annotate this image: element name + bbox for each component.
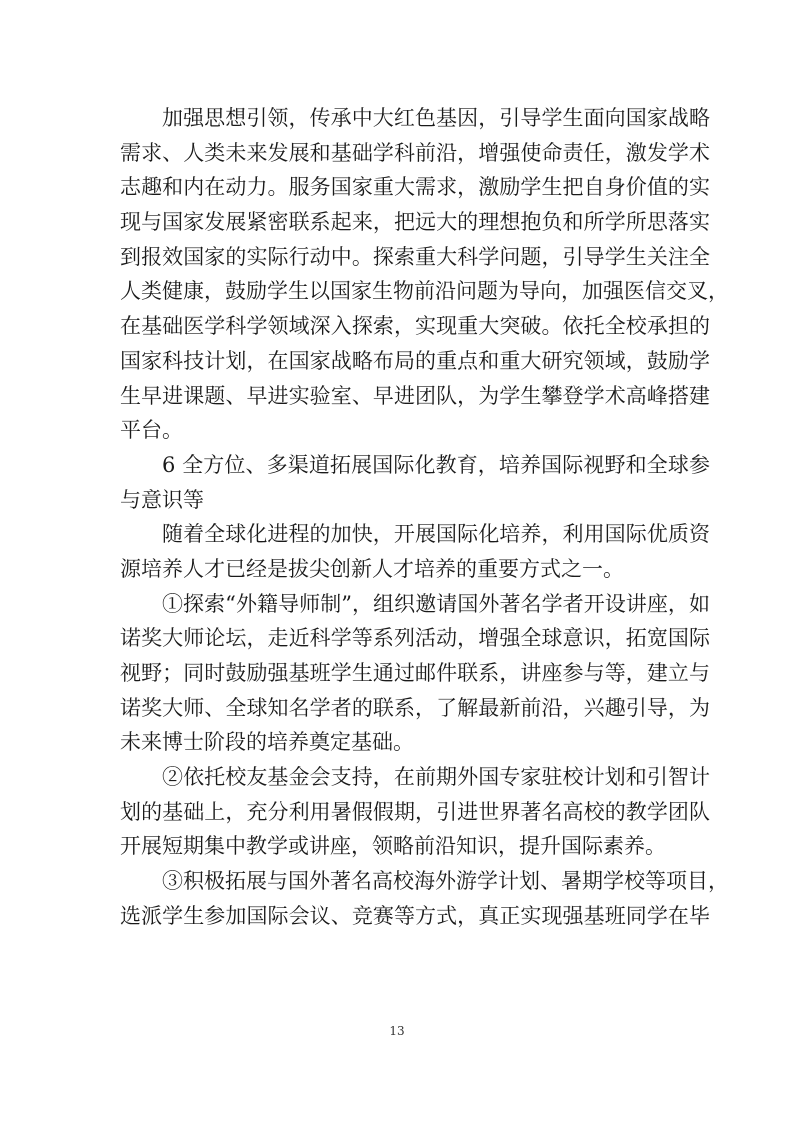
- text-line: 开展短期集中教学或讲座，领略前沿知识，提升国际素养。: [120, 834, 666, 859]
- text-line: 平台。: [120, 418, 183, 443]
- text-line: 在基础医学科学领域深入探索，实现重大突破。依托全校承担的: [120, 314, 710, 339]
- text-line: 随着全球化进程的加快，开展国际化培养，利用国际优质资: [162, 522, 710, 547]
- text-line: 到报效国家的实际行动中。探索重大科学问题，引导学生关注全: [120, 244, 710, 269]
- text-line: 诺奖大师论坛，走近科学等系列活动，增强全球意识，拓宽国际: [120, 626, 710, 651]
- text-line: 选派学生参加国际会议、竞赛等方式，真正实现强基班同学在毕: [120, 903, 710, 928]
- page-number: 13: [389, 1024, 405, 1038]
- text-line: 志趣和内在动力。服务国家重大需求，激励学生把自身价值的实: [120, 175, 710, 200]
- body-text: [120, 101, 729, 934]
- text-line: 视野；同时鼓励强基班学生通过邮件联系，讲座参与等，建立与: [120, 661, 710, 685]
- text-line: 人类健康，鼓励学生以国家生物前沿问题为导向，加强医信交叉，: [120, 279, 729, 304]
- section-heading-line: 与意识等: [120, 487, 204, 512]
- text-line: 需求、人类未来发展和基础学科前沿，增强使命责任，激发学术: [120, 140, 710, 165]
- section-heading-line: 6 全方位、多渠道拓展国际化教育，培养国际视野和全球参: [162, 452, 710, 477]
- text-line: 加强思想引领，传承中大红色基因，引导学生面向国家战略: [162, 106, 710, 130]
- text-line: 现与国家发展紧密联系起来，把远大的理想抱负和所学所思落实: [120, 210, 710, 235]
- text-line: 生早进课题、早进实验室、早进团队，为学生攀登学术高峰搭建: [120, 383, 710, 408]
- text-line: ②依托校友基金会支持，在前期外国专家驻校计划和引智计: [162, 765, 710, 790]
- text-line: 未来博士阶段的培养奠定基础。: [120, 730, 414, 755]
- text-line: ①探索“外籍导师制”，组织邀请国外著名学者开设讲座，如: [162, 591, 710, 616]
- text-line: 国家科技计划，在国家战略布局的重点和重大研究领域，鼓励学: [120, 348, 710, 373]
- text-line: 源培养人才已经是拔尖创新人才培养的重要方式之一。: [120, 556, 624, 581]
- text-line: ③积极拓展与国外著名高校海外游学计划、暑期学校等项目，: [162, 869, 729, 894]
- text-line: 划的基础上，充分利用暑假假期，引进世界著名高校的教学团队: [120, 799, 710, 824]
- text-line: 诺奖大师、全球知名学者的联系，了解最新前沿，兴趣引导，为: [120, 695, 710, 720]
